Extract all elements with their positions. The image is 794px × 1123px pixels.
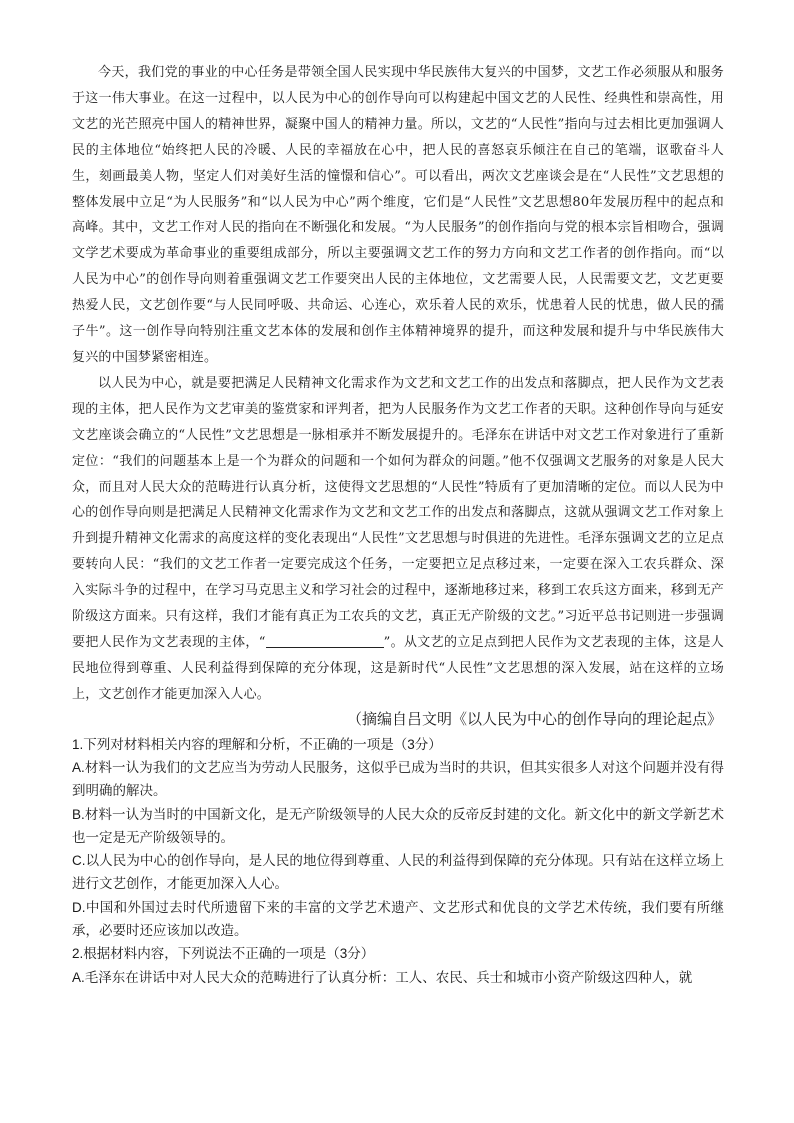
option-d: D.中国和外国过去时代所遗留下来的丰富的文学艺术遗产、文艺形式和优良的文学艺术传统，我们要有所继承，必要时还应该加以改造。 [72,899,724,939]
option-a: A.毛泽东在讲话中对人民大众的范畴进行了认真分析：工人、农民、兵士和城市小资产阶级这四种人，就 [72,969,693,985]
fill-in-blank [266,633,384,648]
passage-source-citation: （摘编自吕文明《以人民为中心的创作导向的理论起点》 [346,711,722,728]
reading-passage [72,60,724,708]
question-list [72,733,724,989]
question-stem: 2.根据材料内容，下列说法不正确的一项是（3分） [72,946,375,962]
option-b: B.材料一认为当时的中国新文化，是无产阶级领导的人民大众的反帝反封建的文化。新文化中的新文学新艺术也一定是无产阶级领导的。 [72,806,724,845]
question-stem: 1.下列对材料相关内容的理解和分析，不正确的一项是（3分） [72,736,442,752]
passage-paragraph-2 [72,371,724,708]
option-c: C.以人民为中心的创作导向，是人民的地位得到尊重、人民的利益得到保障的充分体现。只有站在这样立场上进行文艺创作，才能更加深入人心。 [72,853,724,892]
passage-paragraph-1: 今天，我们党的事业的中心任务是带领全国人民实现中华民族伟大复兴的中国梦，文艺工作必须服从和服务于这一伟大事业。在这一过程中，以人民为中心的创作导向可以构建起中国文艺的人民性、经典性和崇高性，用文艺的光芒照亮中国人的精神世界，凝聚中国人的精神力量。所以，文艺的“人民性”指向与过去相比更加强调人民的主体地位“始终把人民的冷暖、人民的幸福放在心中，把人民的喜怒哀乐倾注在自己的笔端，讴歌奋斗人生，刻画最美人物，坚定人们对美好生活的憧憬和信心”。可以看出，两次文艺座谈会是在“人民性”文艺思想的整体发展中立足“为人民服务”和“以人民为中心”两个维度，它们是“人民性”文艺思想80年发展历程中的起点和高峰。其中，文艺工作对人民的指向在不断强化和发展。“为人民服务”的创作指向与党的根本宗旨相吻合，强调文学艺术要成为革命事业的重要组成部分，所以主要强调文艺工作的努力方向和文艺工作者的创作指向。而“以人民为中心”的创作导向则着重强调文艺工作要突出人民的主体地位，文艺需要人民，人民需要文艺，文艺更要热爱人民，文艺创作要“与人民同呼吸、共命运、心连心，欢乐着人民的欢乐，忧患着人民的忧患，做人民的孺子牛”。这一创作导向特别注重文艺本体的发展和创作主体精神境界的提升，而这种发展和提升与中华民族伟大复兴的中国梦紧密相连。 [72,65,724,365]
paragraph-2-text-after-blank: ”。从文艺的立足点到把人民作为文艺表现的主体，这是人民地位得到尊重、人民利益得到保障的充分体现，这是新时代“人民性”文艺思想的深入发展，站在这样的立场上，文艺创作才能更加深入人心。 [72,634,724,702]
document-page [72,60,724,989]
paragraph-2-text-before-blank: 以人民为中心，就是要把满足人民精神文化需求作为文艺和文艺工作的出发点和落脚点，把人民作为文艺表现的主体，把人民作为文艺审美的鉴赏家和评判者，把为人民服务作为文艺工作者的天职。这种创作导向与延安文艺座谈会确立的“人民性”文艺思想是一脉相承并不断发展提升的。毛泽东在讲话中对文艺工作对象进行了重新定位：“我们的问题基本上是一个为群众的问题和一个如何为群众的问题。”他不仅强调文艺服务的对象是人民大众，而且对人民大众的范畴进行认真分析，这使得文艺思想的“人民性”特质有了更加清晰的定位。而以人民为中心的创作导向则是把满足人民精神文化需求作为文艺和文艺工作的出发点和落脚点，这就从强调文艺工作对象上升到提升精神文化需求的高度这样的变化表现出“人民性”文艺思想与时俱进的先进性。毛泽东强调文艺的立足点要转向人民：“我们的文艺工作者一定要完成这个任务，一定要把立足点移过来，一定要在深入工农兵群众、深入实际斗争的过程中，在学习马克思主义和学习社会的过程中，逐渐地移过来，移到工农兵这方面来，移到无产阶级这方面来。只有这样，我们才能有真正为工农兵的文艺，真正无产阶级的文艺。”习近平总书记则进一步强调要把人民作为文艺表现的主体，“ [72,375,724,650]
option-a: A.材料一认为我们的文艺应当为劳动人民服务，这似乎已成为当时的共识，但其实很多人对这个问题并没有得到明确的解决。 [72,759,724,799]
question-2 [72,942,724,989]
question-1 [72,733,724,943]
